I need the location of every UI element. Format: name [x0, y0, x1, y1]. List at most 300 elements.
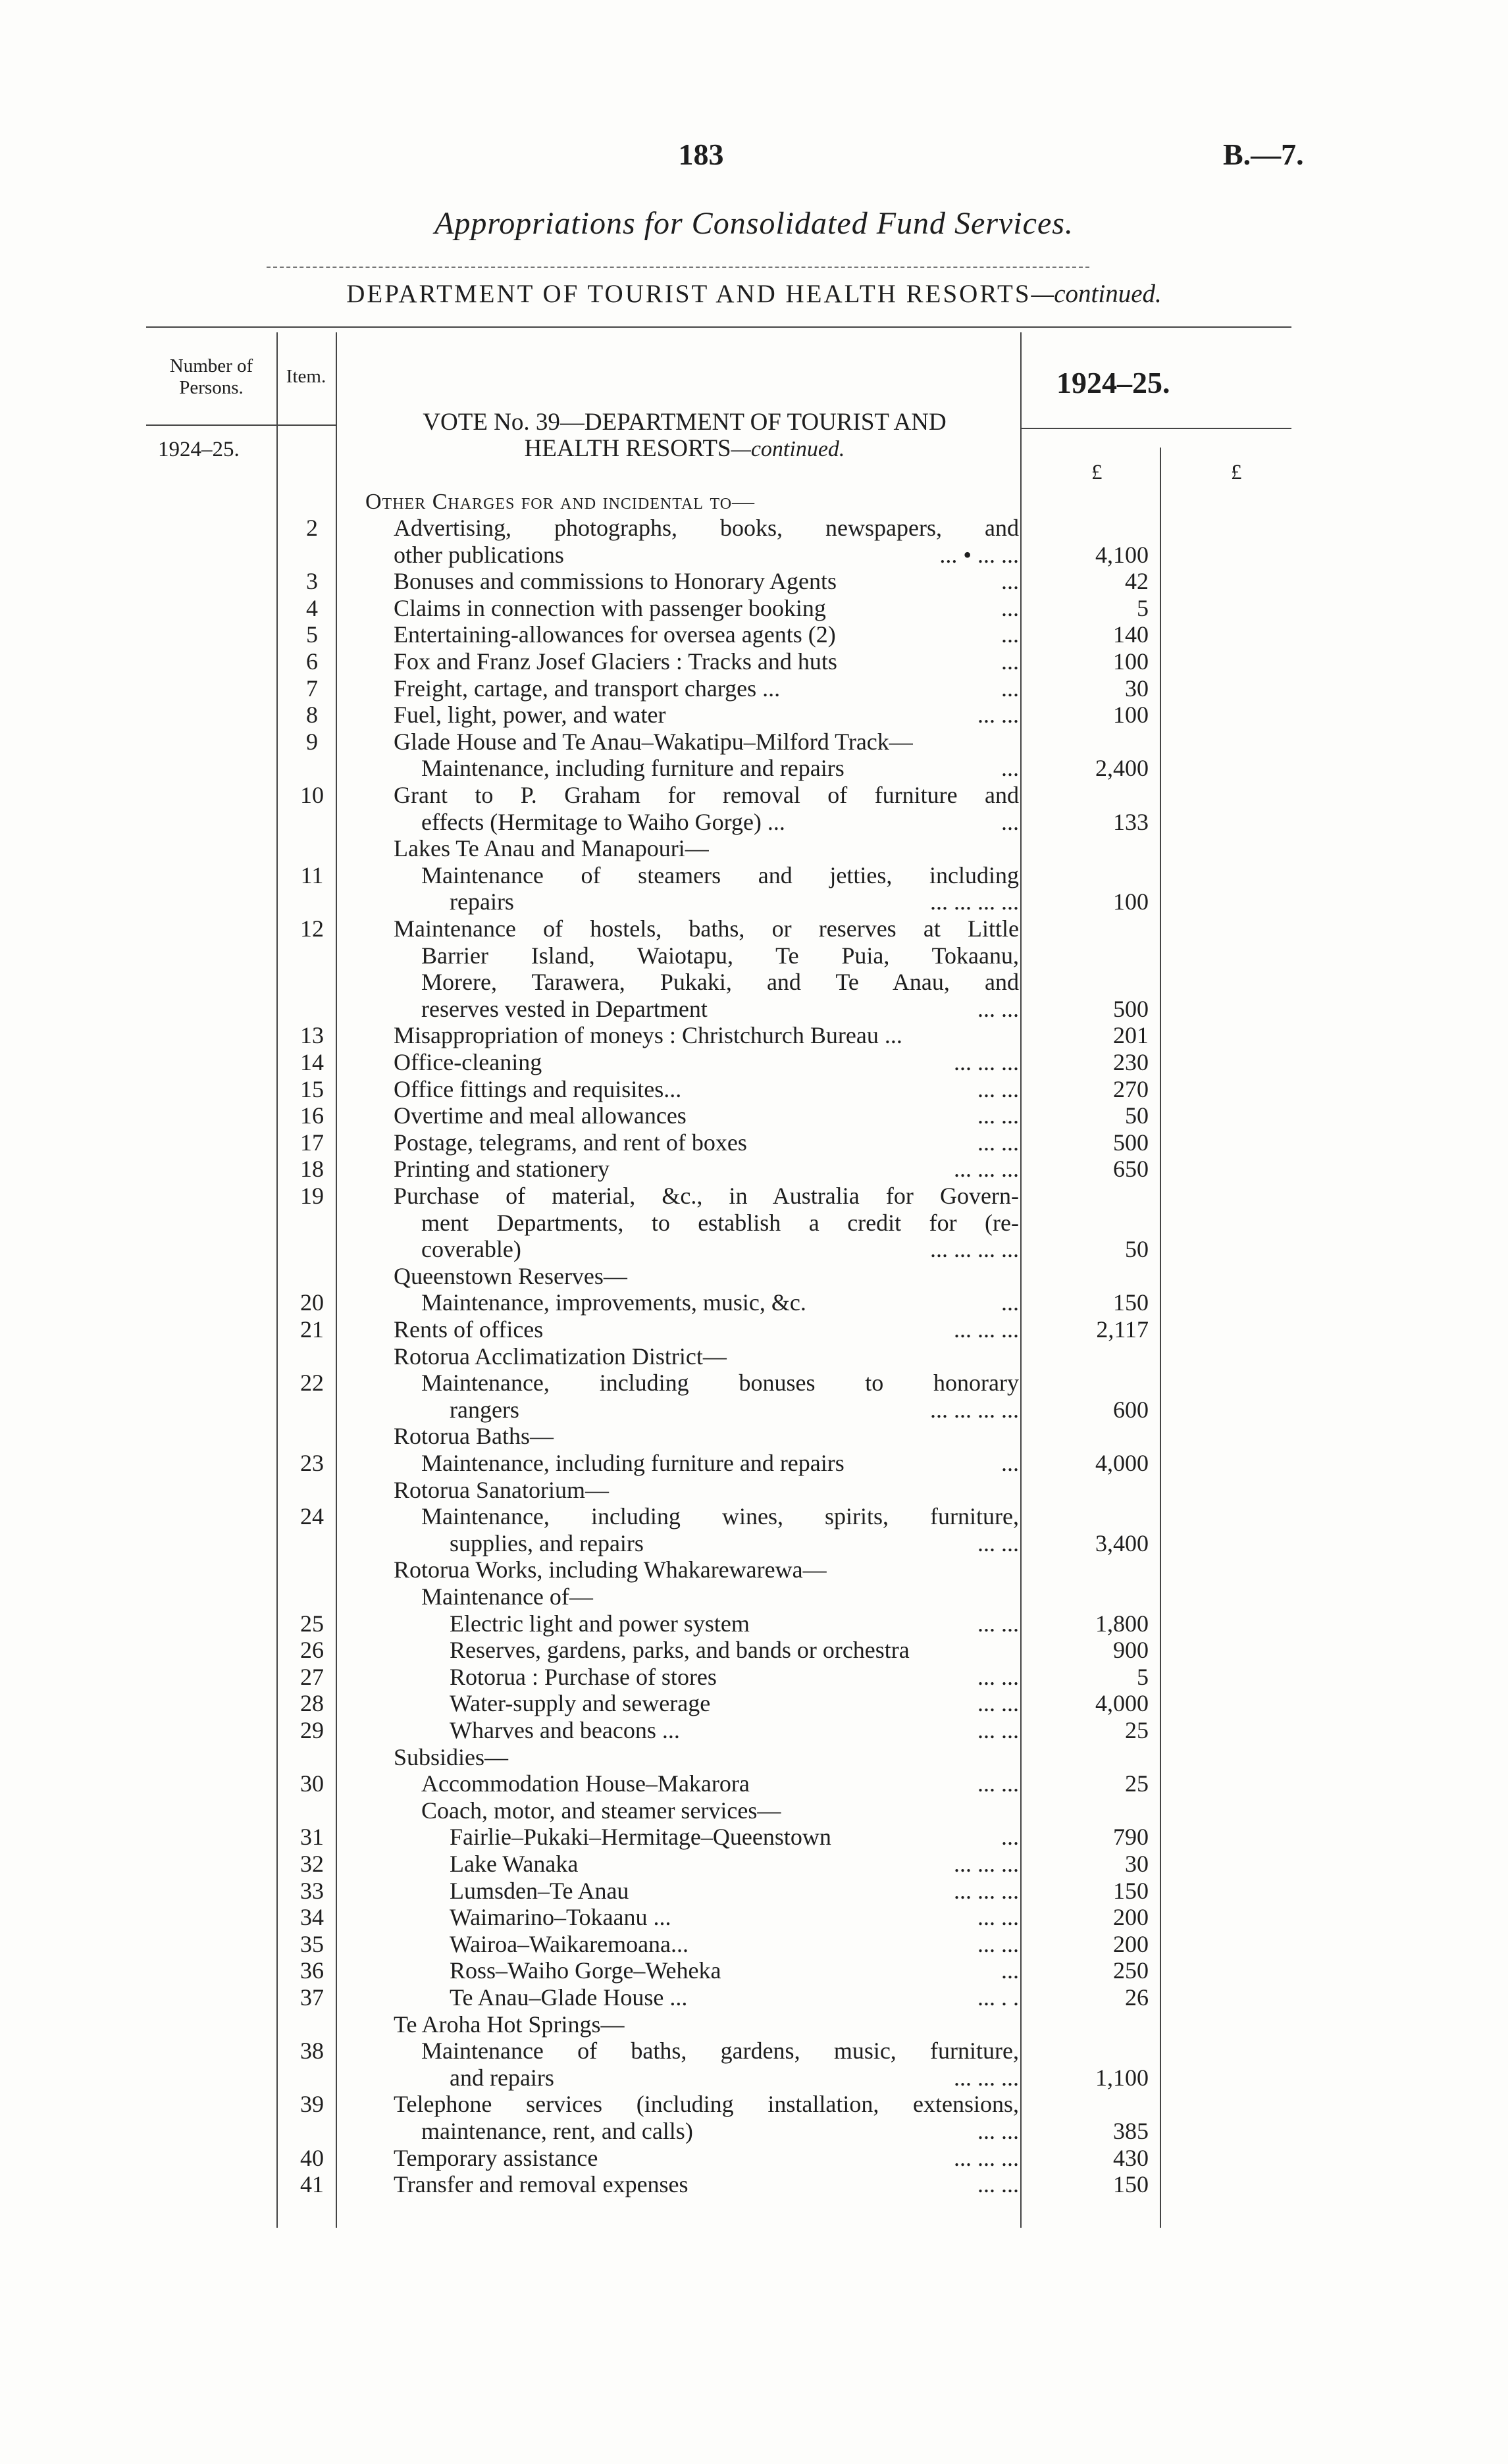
item-amount: 26 [1125, 1984, 1149, 2011]
table-row [0, 1477, 1508, 1504]
item-amount: 385 [1113, 2118, 1149, 2144]
table-row [0, 2145, 1508, 2172]
leader-dots: ... ... ... ... [930, 888, 1019, 915]
leader-dots: ... ... ... [954, 1316, 1019, 1343]
item-amount: 50 [1125, 1102, 1149, 1129]
item-number: 12 [300, 915, 324, 942]
item-description-text: Electric light and power system [450, 1610, 750, 1637]
item-description: Rotorua Baths— [394, 1423, 554, 1450]
item-description [450, 1984, 1019, 2011]
table-row [0, 888, 1508, 915]
item-description-text: Water-supply and sewerage [450, 1690, 711, 1717]
item-description: Maintenance of hostels, baths, or reserves at Little [394, 915, 1019, 942]
item-number: 32 [300, 1851, 324, 1877]
leader-dots: ... ... [977, 1529, 1019, 1556]
item-number: 40 [300, 2144, 324, 2171]
item-number: 20 [300, 1289, 324, 1316]
item-amount: 133 [1113, 808, 1149, 835]
leader-dots: ... [1001, 1450, 1019, 1476]
page-subtitle: Appropriations for Consolidated Fund Services. [434, 206, 1074, 241]
table-row [0, 1210, 1508, 1237]
leader-dots: ... [1001, 1289, 1019, 1316]
persons-year-label: 1924–25. [158, 438, 240, 461]
table-row [0, 1610, 1508, 1637]
leader-dots: ... ... [977, 1717, 1019, 1743]
item-amount: 100 [1113, 648, 1149, 675]
item-amount: 230 [1113, 1049, 1149, 1075]
table-row [0, 1129, 1508, 1156]
item-description-text: Postage, telegrams, and rent of boxes [394, 1129, 747, 1156]
table-row [0, 702, 1508, 729]
item-amount: 200 [1113, 1904, 1149, 1931]
table-row [0, 1717, 1508, 1744]
item-number: 36 [300, 1957, 324, 1984]
table-row [0, 996, 1508, 1023]
item-amount: 430 [1113, 2144, 1149, 2171]
item-number: 14 [300, 1049, 324, 1075]
table-row [0, 1797, 1508, 1824]
leader-dots: ... ... [977, 1129, 1019, 1156]
table-row [0, 1263, 1508, 1290]
table-row [0, 675, 1508, 702]
item-description-text: Overtime and meal allowances [394, 1102, 687, 1129]
table-row [0, 862, 1508, 889]
item-amount: 2,117 [1096, 1316, 1149, 1343]
item-number: 25 [300, 1610, 324, 1637]
item-description [450, 1931, 1019, 1958]
item-description [421, 1236, 1019, 1263]
item-description-text: Entertaining-allowances for oversea agents (2) [394, 621, 836, 648]
item-number: 16 [300, 1102, 324, 1129]
item-amount: 30 [1125, 1851, 1149, 1877]
item-description-text: reserves vested in Department [421, 995, 708, 1022]
item-number: 19 [300, 1183, 324, 1209]
currency-symbol-column-2: £ [1231, 461, 1242, 484]
item-description-text: Transfer and removal expenses [394, 2171, 689, 2198]
item-description [450, 1690, 1019, 1717]
item-description: ment Departments, to establish a credit for (re- [421, 1209, 1019, 1236]
table-row [0, 1022, 1508, 1049]
table-row [0, 1343, 1508, 1370]
item-description-text: Fairlie–Pukaki–Hermitage–Queenstown [450, 1824, 831, 1851]
item-amount: 5 [1137, 1663, 1149, 1690]
item-description: Rotorua Acclimatization District— [394, 1343, 727, 1370]
item-description [394, 1076, 1019, 1103]
leader-dots: ... [1001, 621, 1019, 648]
item-amount: 50 [1125, 1236, 1149, 1263]
item-number: 3 [306, 568, 318, 595]
item-description: Maintenance of— [421, 1583, 593, 1610]
item-description-text: Printing and stationery [394, 1156, 610, 1183]
item-description: Misappropriation of moneys : Christchurch Bureau ... [394, 1022, 902, 1049]
table-row [0, 942, 1508, 969]
table-row [0, 1450, 1508, 1477]
leader-dots: ... ... ... [954, 2144, 1019, 2171]
item-description-text: and repairs [450, 2064, 554, 2091]
item-description [394, 595, 1019, 622]
item-number: 2 [306, 515, 318, 541]
item-description-text: Waimarino–Tokaanu ... [450, 1904, 671, 1931]
section-heading: Other Charges for and incidental to— [365, 490, 756, 514]
table-row [0, 595, 1508, 622]
leader-dots: ... ... ... ... [930, 1396, 1019, 1423]
table-row [0, 1664, 1508, 1691]
item-amount: 150 [1113, 2171, 1149, 2198]
item-description-text: Lake Wanaka [450, 1851, 579, 1877]
item-number: 28 [300, 1690, 324, 1717]
item-number: 15 [300, 1075, 324, 1102]
leader-dots: ... ... [977, 1930, 1019, 1957]
item-description-text: repairs [450, 888, 514, 915]
vote-title-line-1: VOTE No. 39—DEPARTMENT OF TOURIST AND [423, 409, 947, 436]
item-description: Te Aroha Hot Springs— [394, 2011, 625, 2038]
item-description-text: Fuel, light, power, and water [394, 702, 666, 729]
table-row [0, 568, 1508, 595]
item-description-text: Freight, cartage, and transport charges ... [394, 675, 781, 702]
item-number: 41 [300, 2171, 324, 2198]
number-of-persons-header: Number of Persons. [169, 355, 253, 398]
item-description [450, 1610, 1019, 1637]
item-number: 29 [300, 1717, 324, 1743]
table-row [0, 1851, 1508, 1878]
item-description [394, 1049, 1019, 1076]
table-row [0, 755, 1508, 782]
item-amount: 1,100 [1095, 2064, 1149, 2091]
table-row [0, 969, 1508, 996]
item-number: 38 [300, 2038, 324, 2065]
item-description-text: other publications [394, 541, 564, 568]
item-description [394, 568, 1019, 595]
item-description-text: Wairoa–Waikaremoana... [450, 1930, 689, 1957]
item-number: 37 [300, 1984, 324, 2011]
item-amount: 4,000 [1095, 1450, 1149, 1476]
table-row [0, 1957, 1508, 1984]
item-description-text: Claims in connection with passenger booking [394, 594, 826, 621]
item-amount: 1,800 [1095, 1610, 1149, 1637]
header-rule-bottom [146, 326, 1291, 328]
item-number: 30 [300, 1770, 324, 1797]
item-amount: 5 [1137, 594, 1149, 621]
item-description [421, 809, 1019, 836]
item-description-text: Office-cleaning [394, 1049, 542, 1075]
item-description-text: Bonuses and commissions to Honorary Agents [394, 568, 837, 595]
table-row [0, 1530, 1508, 1557]
item-description: Reserves, gardens, parks, and bands or orchestra [450, 1637, 910, 1664]
item-amount: 100 [1113, 888, 1149, 915]
item-description [450, 1664, 1019, 1691]
table-row [0, 1397, 1508, 1424]
item-description: Maintenance, including bonuses to honorary [421, 1370, 1019, 1397]
leader-dots: ... [1001, 568, 1019, 595]
year-header-rule [1020, 428, 1291, 429]
vote-title [352, 409, 1017, 463]
table-row [0, 1637, 1508, 1664]
item-number: 21 [300, 1316, 324, 1343]
table-row [0, 915, 1508, 942]
item-amount: 790 [1113, 1824, 1149, 1851]
table-row [0, 542, 1508, 569]
item-header: Item. [286, 366, 326, 387]
leader-dots: ... ... ... [954, 1156, 1019, 1183]
table-row [0, 2011, 1508, 2038]
leader-dots: ... [1001, 648, 1019, 675]
item-number: 18 [300, 1156, 324, 1183]
item-description-text: Temporary assistance [394, 2144, 598, 2171]
item-number: 26 [300, 1637, 324, 1664]
item-amount: 150 [1113, 1877, 1149, 1904]
leader-dots: ... ... [977, 702, 1019, 729]
item-amount: 3,400 [1095, 1529, 1149, 1556]
item-description: Subsidies— [394, 1743, 509, 1770]
vote-title-line-2-text: HEALTH RESORTS [524, 435, 731, 462]
item-number: 39 [300, 2091, 324, 2118]
table-row [0, 1289, 1508, 1316]
item-amount: 600 [1113, 1396, 1149, 1423]
item-amount: 4,000 [1095, 1690, 1149, 1717]
item-description [421, 2118, 1019, 2145]
table-row [0, 2065, 1508, 2092]
leader-dots: ... ... ... [954, 1049, 1019, 1075]
table-row [0, 1076, 1508, 1103]
item-description-text: Te Anau–Glade House ... [450, 1984, 688, 2011]
table-row [0, 1744, 1508, 1771]
item-number: 5 [306, 621, 318, 648]
table-row [0, 1102, 1508, 1129]
leader-dots: ... ... [977, 1690, 1019, 1717]
item-description [450, 1824, 1019, 1851]
leader-dots: ... [1001, 675, 1019, 702]
item-number: 23 [300, 1450, 324, 1476]
item-description [450, 1717, 1019, 1744]
table-row [0, 1236, 1508, 1263]
persons-header-rule [146, 424, 336, 426]
item-description [421, 1770, 1019, 1797]
item-description: Rotorua Works, including Whakarewarewa— [394, 1556, 827, 1583]
item-description [450, 1904, 1019, 1931]
item-description [450, 1851, 1019, 1878]
leader-dots: ... . . [977, 1984, 1019, 2011]
leader-dots: ... ... ... [954, 1877, 1019, 1904]
item-description [421, 1289, 1019, 1316]
item-description: Maintenance of steamers and jetties, including [421, 861, 1019, 888]
item-description [450, 888, 1019, 915]
document-reference: B.—7. [1223, 138, 1304, 171]
item-number: 22 [300, 1370, 324, 1397]
item-description-text: Accommodation House–Makarora [421, 1770, 750, 1797]
item-description: Lakes Te Anau and Manapouri— [394, 835, 709, 862]
item-number: 4 [306, 594, 318, 621]
table-row [0, 1904, 1508, 1931]
table-row [0, 1503, 1508, 1530]
item-description [394, 1129, 1019, 1156]
item-description [394, 542, 1019, 569]
item-description [394, 648, 1019, 675]
leader-dots: ... [1001, 755, 1019, 782]
table-row [0, 1824, 1508, 1851]
leader-dots: ... [1001, 1957, 1019, 1984]
item-description [450, 2065, 1019, 2092]
item-description-text: Maintenance, including furniture and repairs [421, 755, 845, 782]
item-description [450, 1957, 1019, 1984]
leader-dots: ... [1001, 1824, 1019, 1851]
vote-title-line-2 [352, 436, 1017, 463]
department-heading [0, 279, 1508, 309]
table-row [0, 1316, 1508, 1343]
page-number: 183 [678, 138, 724, 171]
leader-dots: ... ... [977, 1610, 1019, 1637]
item-number: 13 [300, 1022, 324, 1049]
item-number: 9 [306, 728, 318, 755]
item-amount: 900 [1113, 1637, 1149, 1664]
item-number: 6 [306, 648, 318, 675]
currency-symbol-column-1: £ [1091, 461, 1103, 484]
item-description [421, 1450, 1019, 1477]
item-number: 10 [300, 782, 324, 808]
item-description-text: supplies, and repairs [450, 1529, 644, 1556]
item-description: Maintenance of baths, gardens, music, furniture, [421, 2038, 1019, 2065]
table-row [0, 1556, 1508, 1583]
item-description [394, 702, 1019, 729]
department-name: DEPARTMENT OF TOURIST AND HEALTH RESORTS [346, 280, 1031, 308]
department-suffix: —continued. [1031, 280, 1162, 308]
item-number: 8 [306, 702, 318, 729]
item-amount: 25 [1125, 1770, 1149, 1797]
item-amount: 30 [1125, 675, 1149, 702]
item-amount: 650 [1113, 1156, 1149, 1183]
item-description [421, 996, 1019, 1023]
item-amount: 201 [1113, 1022, 1149, 1049]
table-row [0, 1183, 1508, 1210]
item-description-text: rangers [450, 1396, 519, 1423]
item-description-text: Rents of offices [394, 1316, 544, 1343]
leader-dots: ... ... ... ... [930, 1236, 1019, 1263]
item-description: Morere, Tarawera, Pukaki, and Te Anau, and [421, 969, 1019, 996]
item-number: 7 [306, 675, 318, 702]
item-description-text: Lumsden–Te Anau [450, 1877, 629, 1904]
table-row [0, 809, 1508, 836]
item-description-text: maintenance, rent, and calls) [421, 2118, 693, 2144]
item-amount: 250 [1113, 1957, 1149, 1984]
table-row [0, 2171, 1508, 2198]
item-number: 17 [300, 1129, 324, 1156]
item-amount: 42 [1125, 568, 1149, 595]
item-amount: 2,400 [1095, 755, 1149, 782]
table-row [0, 621, 1508, 648]
item-description: Rotorua Sanatorium— [394, 1476, 609, 1503]
item-amount: 100 [1113, 702, 1149, 729]
leader-dots: ... [1001, 594, 1019, 621]
table-row [0, 1770, 1508, 1797]
leader-dots: ... • ... ... [939, 541, 1019, 568]
table-row [0, 1583, 1508, 1610]
table-row [0, 2118, 1508, 2145]
item-description: Purchase of material, &c., in Australia for Govern- [394, 1183, 1019, 1209]
table-row [0, 515, 1508, 542]
leader-dots: ... ... [977, 2118, 1019, 2144]
item-number: 24 [300, 1503, 324, 1530]
table-row [0, 1690, 1508, 1717]
item-description [450, 1878, 1019, 1905]
item-description: Advertising, photographs, books, newspapers, and [394, 515, 1019, 541]
item-amount: 4,100 [1095, 541, 1149, 568]
leader-dots: ... ... [977, 1075, 1019, 1102]
table-row [0, 1049, 1508, 1076]
item-amount: 500 [1113, 1129, 1149, 1156]
table-row [0, 2038, 1508, 2065]
item-amount: 25 [1125, 1717, 1149, 1743]
item-description-text: Maintenance, including furniture and repairs [421, 1450, 845, 1476]
item-description-text: Rotorua : Purchase of stores [450, 1663, 717, 1690]
item-description [394, 675, 1019, 702]
item-description-text: Fox and Franz Josef Glaciers : Tracks and huts [394, 648, 837, 675]
item-description: Glade House and Te Anau–Wakatipu–Milford Track— [394, 728, 913, 755]
item-description [450, 1397, 1019, 1424]
item-description: Telephone services (including installation, extensions, [394, 2091, 1019, 2118]
item-description: Queenstown Reserves— [394, 1262, 627, 1289]
leader-dots: ... ... [977, 1102, 1019, 1129]
item-number: 31 [300, 1824, 324, 1851]
item-description [394, 2171, 1019, 2198]
table-row [0, 1984, 1508, 2011]
item-description-text: effects (Hermitage to Waiho Gorge) ... [421, 808, 785, 835]
table-row [0, 2091, 1508, 2118]
table-row [0, 729, 1508, 756]
item-description [421, 755, 1019, 782]
table-row [0, 1156, 1508, 1183]
item-number: 27 [300, 1663, 324, 1690]
item-description [394, 1102, 1019, 1129]
item-amount: 500 [1113, 995, 1149, 1022]
item-description: Barrier Island, Waiotapu, Te Puia, Tokaanu, [421, 942, 1019, 969]
item-number: 11 [300, 861, 324, 888]
item-description-text: Wharves and beacons ... [450, 1717, 680, 1743]
leader-dots: ... ... [977, 1904, 1019, 1931]
item-description-text: coverable) [421, 1236, 521, 1263]
item-amount: 140 [1113, 621, 1149, 648]
vote-title-suffix: —continued. [731, 437, 845, 461]
item-description-text: Office fittings and requisites... [394, 1075, 682, 1102]
table-row [0, 1370, 1508, 1397]
leader-dots: ... [1001, 808, 1019, 835]
table-row [0, 1878, 1508, 1905]
item-description: Coach, motor, and steamer services— [421, 1797, 781, 1824]
table-row [0, 1423, 1508, 1450]
item-number: 33 [300, 1877, 324, 1904]
leader-dots: ... ... [977, 2171, 1019, 2198]
header-rule-top [267, 267, 1089, 268]
item-description-text: Maintenance, improvements, music, &c. [421, 1289, 806, 1316]
item-number: 34 [300, 1904, 324, 1931]
appropriation-year-label: 1924–25. [1056, 366, 1170, 399]
table-row [0, 835, 1508, 862]
item-description [450, 1530, 1019, 1557]
item-description [394, 1156, 1019, 1183]
item-amount: 150 [1113, 1289, 1149, 1316]
leader-dots: ... ... ... [954, 2064, 1019, 2091]
item-amount: 270 [1113, 1075, 1149, 1102]
item-description [394, 621, 1019, 648]
leader-dots: ... ... [977, 1770, 1019, 1797]
item-description-text: Ross–Waiho Gorge–Weheka [450, 1957, 721, 1984]
table-row [0, 782, 1508, 809]
table-row [0, 648, 1508, 675]
table-row [0, 1931, 1508, 1958]
leader-dots: ... ... [977, 995, 1019, 1022]
item-amount: 200 [1113, 1930, 1149, 1957]
item-description [394, 2145, 1019, 2172]
item-description [394, 1316, 1019, 1343]
leader-dots: ... ... ... [954, 1851, 1019, 1877]
